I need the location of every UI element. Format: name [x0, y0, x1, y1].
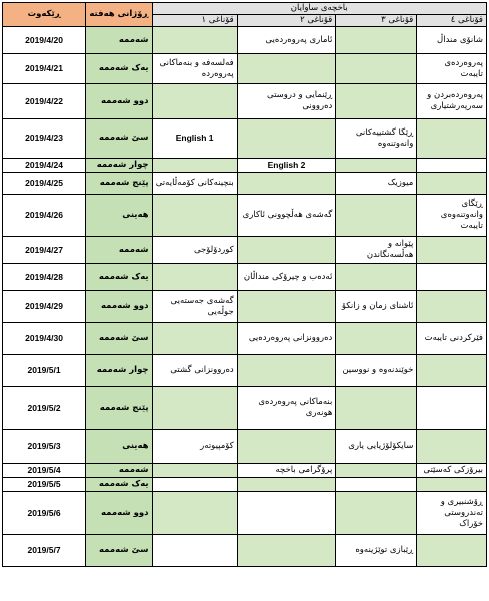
level-3-subject-cell: پێوانە و هەڵسەنگاندن: [336, 237, 417, 264]
level-1-subject-cell: [152, 323, 237, 355]
level-2-subject-cell: [237, 492, 336, 535]
level-4-subject-cell: پەروەردەی تایبەت: [417, 54, 487, 84]
weekday-cell: یەک شەممە: [86, 478, 152, 492]
date-cell: 2019/4/24: [3, 159, 86, 173]
date-cell: 2019/5/3: [3, 430, 86, 464]
table-row: [3, 464, 487, 478]
level-2-subject-cell: دەروونزانی پەروەردەیی: [237, 323, 336, 355]
level-1-subject-cell: [152, 195, 237, 237]
date-cell: 2019/4/27: [3, 237, 86, 264]
level-4-subject-cell: [417, 173, 487, 195]
level-2-subject-cell: [237, 430, 336, 464]
table-row: [3, 478, 487, 492]
table-row: [3, 173, 487, 195]
date-cell: 2019/5/7: [3, 535, 86, 567]
weekday-cell: دوو شەممە: [86, 492, 152, 535]
level-4-subject-cell: [417, 291, 487, 323]
level-2-subject-cell: گەشەی هەڵچوونی ئاکاری: [237, 195, 336, 237]
date-cell: 2019/4/22: [3, 84, 86, 119]
date-cell: 2019/5/6: [3, 492, 86, 535]
level-3-subject-cell: [336, 478, 417, 492]
level-3-header: قۆناغی ٣: [336, 15, 417, 27]
level-1-subject-cell: [152, 535, 237, 567]
date-cell: 2019/5/5: [3, 478, 86, 492]
level-1-subject-cell: English 1: [152, 119, 237, 159]
level-3-subject-cell: [336, 54, 417, 84]
weekday-cell: هەینی: [86, 430, 152, 464]
table-row: [3, 119, 487, 159]
level-3-subject-cell: [336, 159, 417, 173]
level-1-subject-cell: [152, 84, 237, 119]
level-2-subject-cell: ئاماری پەروەردەیی: [237, 27, 336, 54]
level-1-subject-cell: [152, 159, 237, 173]
date-cell: 2019/4/25: [3, 173, 86, 195]
level-2-subject-cell: ئەدەب و چیرۆکی منداڵان: [237, 264, 336, 291]
level-4-subject-cell: [417, 478, 487, 492]
level-2-subject-cell: [237, 173, 336, 195]
level-3-subject-cell: [336, 84, 417, 119]
period-header: باخچەی ساوایان: [152, 3, 486, 15]
level-4-subject-cell: [417, 387, 487, 430]
level-3-subject-cell: [336, 323, 417, 355]
date-cell: 2019/4/26: [3, 195, 86, 237]
level-4-subject-cell: [417, 264, 487, 291]
weekday-cell: شەممە: [86, 464, 152, 478]
date-cell: 2019/4/23: [3, 119, 86, 159]
header-row-period: [3, 3, 487, 15]
level-2-subject-cell: [237, 535, 336, 567]
level-1-subject-cell: کۆمپیوتەر: [152, 430, 237, 464]
level-3-subject-cell: ڕێبازی توێژینەوە: [336, 535, 417, 567]
level-4-subject-cell: بیرۆزکی کەسێتی: [417, 464, 487, 478]
level-3-subject-cell: [336, 464, 417, 478]
weekday-cell: دوو شەممە: [86, 84, 152, 119]
day-column-header: ڕۆژانی هەفتە: [86, 3, 152, 27]
weekday-cell: سێ شەممە: [86, 119, 152, 159]
level-4-subject-cell: پەروەردەبردن و سەرپەرشتیاری: [417, 84, 487, 119]
level-4-subject-cell: [417, 430, 487, 464]
level-1-subject-cell: فەلسەفە و بنەماکانی پەروەردە: [152, 54, 237, 84]
level-3-subject-cell: سایکۆلۆژیایی یاری: [336, 430, 417, 464]
weekday-cell: یەک شەممە: [86, 264, 152, 291]
date-cell: 2019/5/1: [3, 355, 86, 387]
table-row: [3, 27, 487, 54]
weekday-cell: دوو شەممە: [86, 291, 152, 323]
level-4-subject-cell: [417, 119, 487, 159]
level-3-subject-cell: خوێندنەوە و نووسین: [336, 355, 417, 387]
level-2-subject-cell: [237, 291, 336, 323]
table-row: [3, 323, 487, 355]
date-cell: 2019/4/30: [3, 323, 86, 355]
level-3-subject-cell: ئاشنای زمان و زانکۆ: [336, 291, 417, 323]
level-4-subject-cell: شانۆی منداڵ: [417, 27, 487, 54]
date-cell: 2019/4/20: [3, 27, 86, 54]
level-2-subject-cell: پرۆگرامی باخچە: [237, 464, 336, 478]
level-1-subject-cell: کوردۆلۆجی: [152, 237, 237, 264]
exam-schedule-table: [2, 2, 487, 567]
level-2-subject-cell: ڕێنمایی و دروستی دەروونی: [237, 84, 336, 119]
level-2-subject-cell: [237, 478, 336, 492]
table-row: [3, 237, 487, 264]
weekday-cell: چوار شەممە: [86, 355, 152, 387]
level-1-subject-cell: دەروونزانی گشتی: [152, 355, 237, 387]
table-row: [3, 54, 487, 84]
table-row: [3, 492, 487, 535]
level-1-subject-cell: [152, 387, 237, 430]
level-2-header: قۆناغی ٢: [237, 15, 336, 27]
level-4-subject-cell: ڕێگای وانەوتنەوەی تایبەت: [417, 195, 487, 237]
date-cell: 2019/4/29: [3, 291, 86, 323]
level-3-subject-cell: ڕێگا گشتییەکانی وانەوتنەوە: [336, 119, 417, 159]
level-2-subject-cell: بنەماکانی پەروەردەی هونەری: [237, 387, 336, 430]
level-1-header: قۆناغی ١: [152, 15, 237, 27]
level-3-subject-cell: [336, 264, 417, 291]
level-2-subject-cell: [237, 355, 336, 387]
level-4-subject-cell: فێرکردنی تایبەت: [417, 323, 487, 355]
level-3-subject-cell: [336, 27, 417, 54]
date-cell: 2019/4/21: [3, 54, 86, 84]
date-cell: 2019/4/28: [3, 264, 86, 291]
level-2-subject-cell: English 2: [237, 159, 336, 173]
weekday-cell: چوار شەممە: [86, 159, 152, 173]
date-cell: 2019/5/2: [3, 387, 86, 430]
level-1-subject-cell: [152, 464, 237, 478]
weekday-cell: پێنج شەممە: [86, 173, 152, 195]
table-row: [3, 159, 487, 173]
level-2-subject-cell: [237, 119, 336, 159]
level-4-subject-cell: [417, 159, 487, 173]
level-4-header: قۆناغی ٤: [417, 15, 487, 27]
date-column-header: ڕێکەوت: [3, 3, 86, 27]
weekday-cell: شەممە: [86, 27, 152, 54]
level-4-subject-cell: [417, 355, 487, 387]
table-row: [3, 430, 487, 464]
level-2-subject-cell: [237, 237, 336, 264]
level-1-subject-cell: [152, 478, 237, 492]
level-2-subject-cell: [237, 54, 336, 84]
level-3-subject-cell: [336, 195, 417, 237]
level-3-subject-cell: میوزیک: [336, 173, 417, 195]
level-4-subject-cell: [417, 237, 487, 264]
date-cell: 2019/5/4: [3, 464, 86, 478]
table-row: [3, 291, 487, 323]
table-row: [3, 84, 487, 119]
level-4-subject-cell: ڕۆشنبیری و تەندروستی خۆراک: [417, 492, 487, 535]
table-row: [3, 195, 487, 237]
level-1-subject-cell: گەشەی جەستەیی جوڵەیی: [152, 291, 237, 323]
level-3-subject-cell: [336, 387, 417, 430]
level-3-subject-cell: [336, 492, 417, 535]
level-1-subject-cell: [152, 27, 237, 54]
table-row: [3, 535, 487, 567]
weekday-cell: شەممە: [86, 237, 152, 264]
table-row: [3, 387, 487, 430]
table-row: [3, 355, 487, 387]
weekday-cell: سێ شەممە: [86, 535, 152, 567]
level-1-subject-cell: بنچینەکانی کۆمەڵایەتی: [152, 173, 237, 195]
level-1-subject-cell: [152, 492, 237, 535]
level-4-subject-cell: [417, 535, 487, 567]
weekday-cell: سێ شەممە: [86, 323, 152, 355]
table-row: [3, 264, 487, 291]
weekday-cell: هەینی: [86, 195, 152, 237]
weekday-cell: یەک شەممە: [86, 54, 152, 84]
level-1-subject-cell: [152, 264, 237, 291]
weekday-cell: پێنج شەممە: [86, 387, 152, 430]
